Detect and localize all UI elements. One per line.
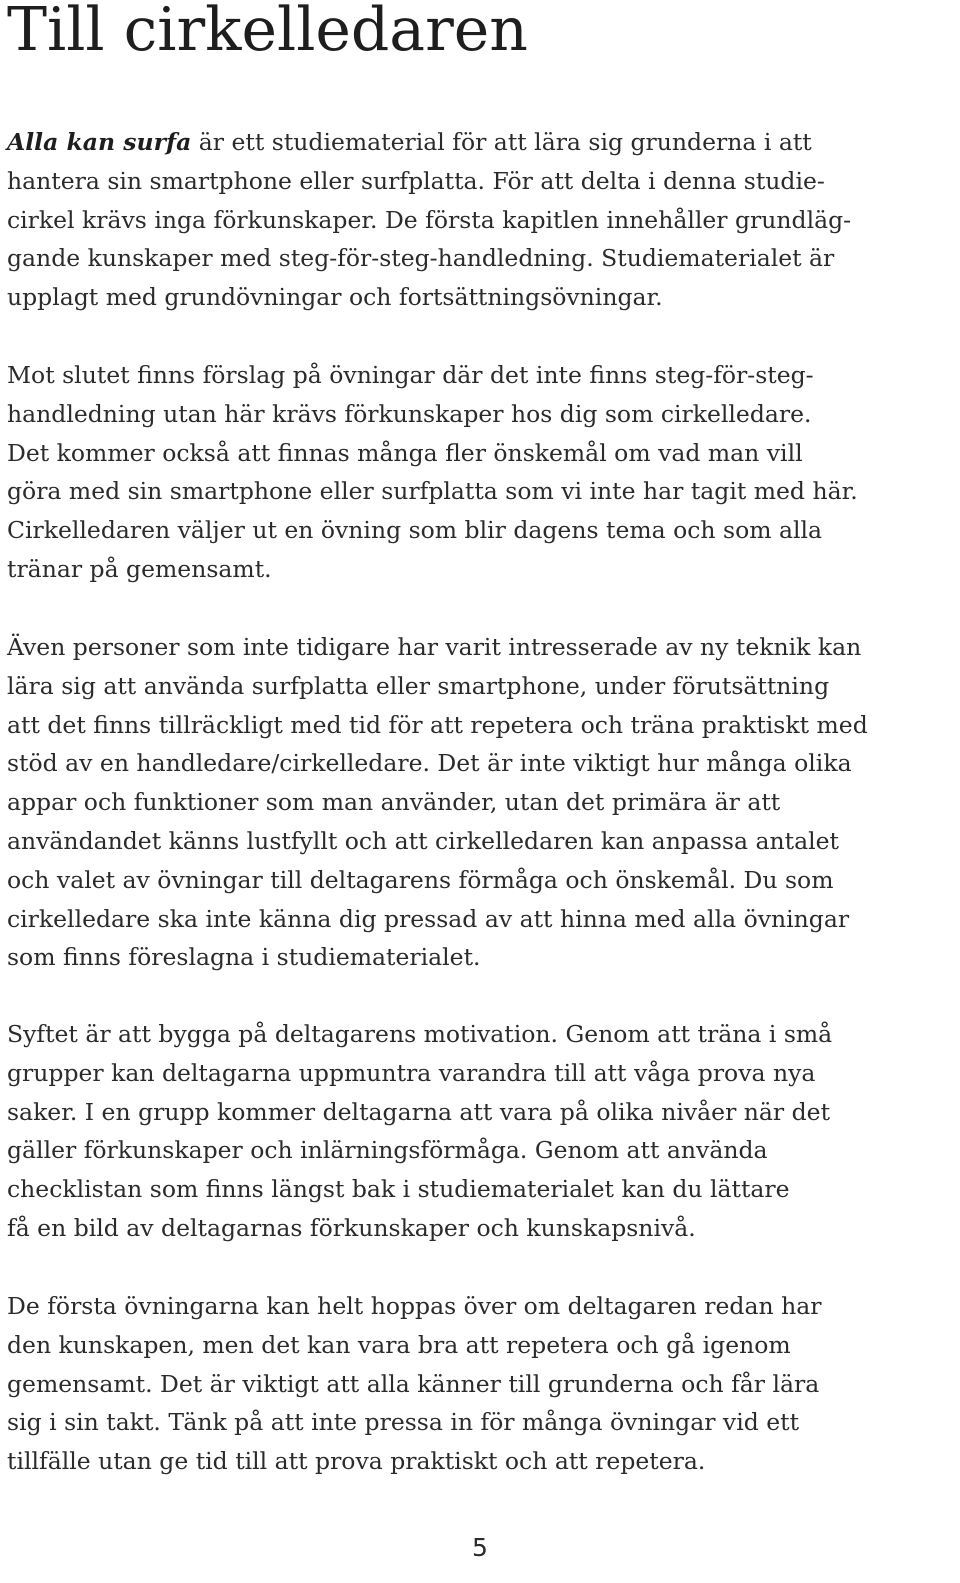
paragraph-line: tränar på gemensamt. [7, 554, 272, 583]
paragraph-line: att det finns tillräckligt med tid för att repetera och träna praktiskt med [7, 710, 868, 739]
paragraph-pacing [7, 1287, 821, 1481]
paragraph-line: gäller förkunskaper och inlärningsförmåga. Genom att använda [7, 1136, 768, 1165]
paragraph-line: och valet av övningar till deltagarens förmåga och önskemål. Du som [7, 865, 834, 894]
paragraph-line: gemensamt. Det är viktigt att alla känner till grunderna och får lära [7, 1369, 820, 1398]
paragraph-line: handledning utan här krävs förkunskaper hos dig som cirkelledare. [7, 399, 812, 428]
material-name: Alla kan surfa [7, 128, 192, 156]
paragraph-line: hantera sin smartphone eller surfplatta. För att delta i denna studie- [7, 166, 825, 195]
line-text: är ett studiematerial för att lära sig grunderna i att [191, 128, 812, 156]
paragraph-line: Mot slutet finns förslag på övningar där det inte finns steg-för-steg- [7, 361, 814, 389]
paragraph-line [7, 123, 851, 162]
paragraph-line: få en bild av deltagarnas förkunskaper och kunskapsnivå. [7, 1213, 696, 1242]
paragraph-line: Syftet är att bygga på deltagarens motivation. Genom att träna i små [7, 1020, 833, 1048]
page-number: 5 [472, 1533, 488, 1562]
paragraph-line: sig i sin takt. Tänk på att inte pressa in för många övningar vid ett [7, 1408, 800, 1437]
paragraph-line: checklistan som finns längst bak i studiematerialet kan du lättare [7, 1175, 790, 1204]
paragraph-beginners [7, 628, 868, 977]
page-title: Till cirkelledaren [7, 0, 528, 65]
paragraph-line: Även personer som inte tidigare har varit intresserade av ny teknik kan [7, 633, 862, 661]
paragraph-line: saker. I en grupp kommer deltagarna att vara på olika nivåer när det [7, 1097, 831, 1126]
paragraph-line: lära sig att använda surfplatta eller smartphone, under förutsättning [7, 671, 830, 700]
paragraph-line: cirkelledare ska inte känna dig pressad av att hinna med alla övningar [7, 904, 850, 933]
paragraph-line: Det kommer också att finnas många fler önskemål om vad man vill [7, 438, 803, 467]
paragraph-line: Cirkelledaren väljer ut en övning som blir dagens tema och som alla [7, 516, 823, 545]
paragraph-line: appar och funktioner som man använder, utan det primära är att [7, 788, 781, 817]
paragraph-line: som finns föreslagna i studiematerialet. [7, 943, 481, 972]
paragraph-line: upplagt med grundövningar och fortsättningsövningar. [7, 283, 663, 312]
paragraph-line: De första övningarna kan helt hoppas över om deltagaren redan har [7, 1292, 822, 1320]
paragraph-line: den kunskapen, men det kan vara bra att repetera och gå igenom [7, 1330, 791, 1359]
paragraph-exercises [7, 356, 858, 589]
paragraph-line: tillfälle utan ge tid till att prova praktiskt och att repetera. [7, 1447, 706, 1476]
paragraph-line: stöd av en handledare/cirkelledare. Det är inte viktigt hur många olika [7, 749, 852, 778]
paragraph-line: gande kunskaper med steg-för-steg-handledning. Studiematerialet är [7, 244, 835, 273]
paragraph-line: grupper kan deltagarna uppmuntra varandra till att våga prova nya [7, 1058, 816, 1087]
paragraph-line: användandet känns lustfyllt och att cirkelledaren kan anpassa antalet [7, 826, 839, 855]
paragraph-motivation [7, 1015, 832, 1248]
paragraph-intro [7, 123, 851, 317]
paragraph-line: cirkel krävs inga förkunskaper. De första kapitlen innehåller grundläg- [7, 205, 852, 234]
paragraph-line: göra med sin smartphone eller surfplatta som vi inte har tagit med här. [7, 477, 858, 506]
